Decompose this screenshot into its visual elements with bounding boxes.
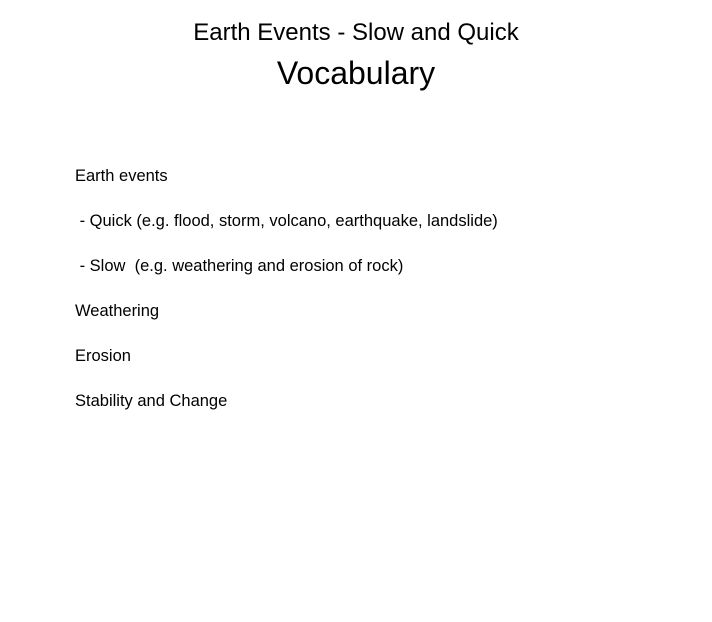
vocabulary-item-slow-events: - Slow (e.g. weathering and erosion of rock) xyxy=(75,257,404,275)
slide-title: Vocabulary xyxy=(276,55,436,91)
vocabulary-item-earth-events: Earth events xyxy=(75,167,168,185)
vocabulary-list xyxy=(75,166,695,436)
vocabulary-item-weathering: Weathering xyxy=(75,302,160,320)
vocabulary-item-quick-events: - Quick (e.g. flood, storm, volcano, earthquake, landslide) xyxy=(75,212,498,230)
vocabulary-item-stability-and-change: Stability and Change xyxy=(75,392,228,410)
vocabulary-item-erosion: Erosion xyxy=(75,347,131,365)
slide-header xyxy=(0,18,712,92)
slide-subtitle: Earth Events - Slow and Quick xyxy=(193,19,519,46)
